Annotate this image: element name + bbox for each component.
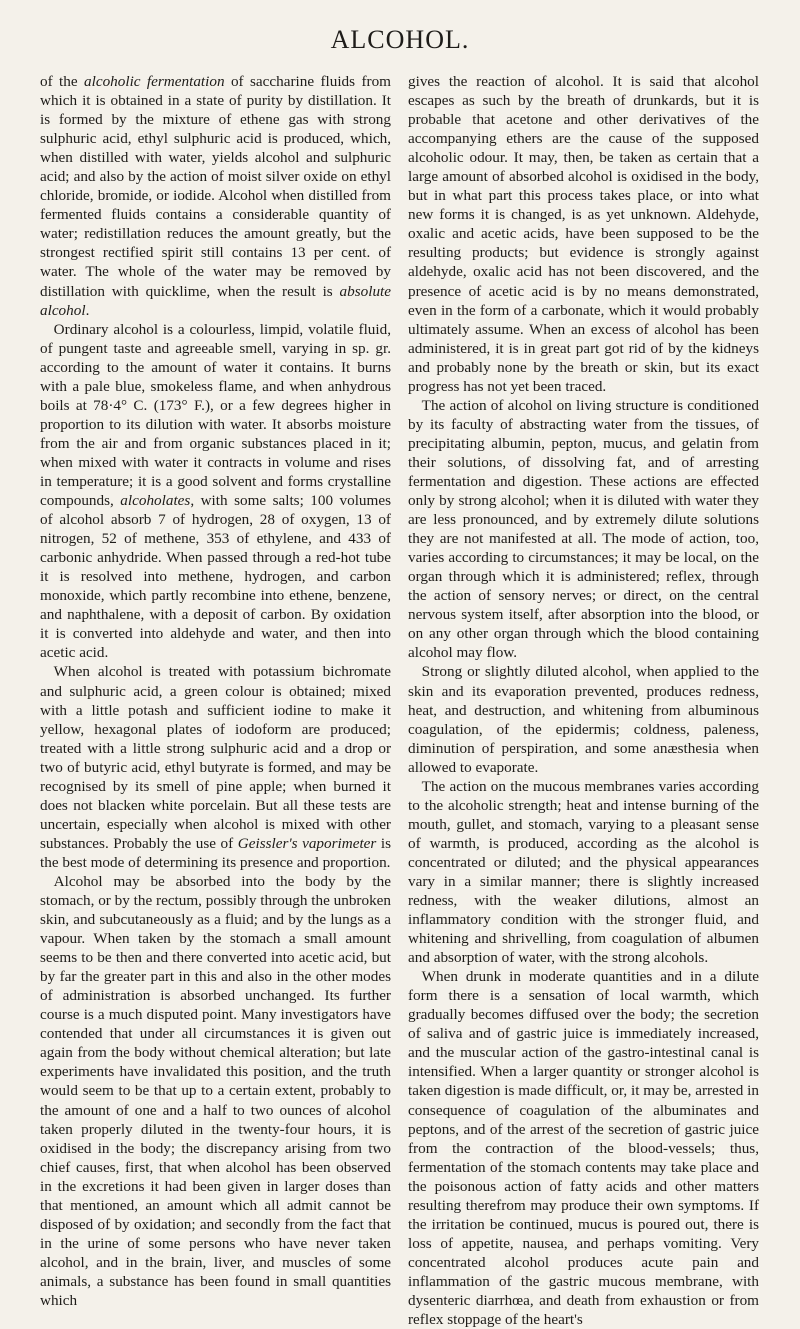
page-header: ALCOHOL.	[330, 25, 470, 54]
right-column	[408, 72, 759, 1329]
paragraph: When drunk in moderate quantities and in a dilute form there is a sensation of local warmth, which gradually becomes diffused over the body; the secretion of saliva and of gastric juice is immediately increased, and the muscular action of the gastro-intestinal canal is intensified. When a larger quantity or stronger alcohol is taken digestion is made difficult, or, it may be, arrested in consequence of coagulation of the albuminates and peptons, and of the arrest of the secretion of gastric juice from the contraction of the blood-vessels; thus, fermentation of the stomach contents may take place and the poisonous action of fatty acids and other matters resulting therefrom may produce their own symptoms. If the irritation be continued, mucus is poured out, there is loss of appetite, nausea, and perhaps vomiting. Very concentrated alcohol produces acute pain and inflammation of the gastric mucous membrane, with dysenteric diarrhœa, and death from exhaustion or from reflex stoppage of the heart's	[408, 968, 759, 1329]
paragraph: Strong or slightly diluted alcohol, when applied to the skin and its evaporation prevented, produces redness, heat, and destruction, and whitening from albuminous coagulation, of the epidermis; coldness, paleness, diminution of perspiration, and some anæsthesia when allowed to evaporate.	[408, 663, 759, 776]
paragraph: gives the reaction of alcohol. It is said that alcohol escapes as such by the breath of drunkards, but it is probable that acetone and other derivatives of the accompanying ethers are the cause of the supposed alcoholic odour. It may, then, be taken as certain that a large amount of absorbed alcohol is oxidised in the body, but in what part this process takes place, or into what new forms it is changed, is as yet unknown. Aldehyde, oxalic and acetic acids, have been supposed to be the resulting products; but evidence is strongly against aldehyde, oxalic acid has not been discovered, and the presence of acetic acid is by no means demonstrated, even in the form of a carbonate, which it would probably ultimately assume. When an excess of alcohol has been administered, it is in great part got rid of by the kidneys and probably none by the breath or skin, but its exact progress has not yet been traced.	[408, 73, 759, 395]
paragraph: The action on the mucous membranes varies according to the alcoholic strength; heat and intense burning of the mouth, gullet, and stomach, varying to a pleasant sense of warmth, is produced, according as the alcohol is concentrated or diluted; and the physical appearances vary in a similar manner; there is slightly increased redness, with the weaker dilutions, almost an inflammatory condition with the stronger fluid, and whitening and shrivelling, from coagulation of albumen and absorption of water, with the strong alcohols.	[408, 777, 759, 967]
paragraph: Ordinary alcohol is a colourless, limpid, volatile fluid, of pungent taste and agreeable smell, varying in sp. gr. according to the amount of water it contains. It burns with a pale blue, smokeless flame, and when anhydrous boils at 78·4° C. (173° F.), or a few degrees higher in proportion to its dilution with water. It absorbs moisture from the air and from organic substances placed in it; when mixed with water it contracts in volume and rises in temperature; it is a good solvent and forms crystalline compounds, alcoholates, with some salts; 100 volumes of alcohol absorb 7 of hydrogen, 28 of oxygen, 13 of nitrogen, 52 of methene, 353 of ethylene, and 433 of carbonic anhydride. When passed through a red-hot tube it is resolved into methene, hydrogen, and carbon monoxide, which partly recombine into ethene, benzene, and naphthalene, with a deposit of carbon. By oxidation it is converted into aldehyde and water, and then into acetic acid.	[40, 320, 391, 662]
left-column	[40, 72, 392, 1309]
paragraph: The action of alcohol on living structure is conditioned by its faculty of abstracting water from the tissues, of precipitating albumin, pepton, mucus, and gelatin from their solutions, of dissolving fat, and of arresting fermentation and digestion. These actions are effected only by strong alcohol; when it is diluted with water they are less pronounced, and by extremely dilute solutions they are not manifested at all. The mode of action, too, varies according to circumstances; it may be local, on the organ through which it is administered; reflex, through the action of sensory nerves; or direct, on the central nervous system itself, after absorption into the blood, or on any other organ through which the blood containing alcohol may flow.	[408, 396, 759, 662]
paragraph: of the alcoholic fermentation of saccharine fluids from which it is obtained in a state of purity by distillation. It is formed by the mixture of ethene gas with strong sulphuric acid, ethyl sulphuric acid is produced, which, when distilled with water, yields alcohol and sulphuric acid; and also by the action of moist silver oxide on ethyl chloride, bromide, or iodide. Alcohol when distilled from fermented fluids contains a considerable quantity of water; redistillation reduces the amount greatly, but the strongest rectified spirit still contains 13 per cent. of water. The whole of the water may be removed by distillation with quicklime, when the result is absolute alcohol.	[40, 73, 391, 319]
paragraph: Alcohol may be absorbed into the body by the stomach, or by the rectum, possibly through the unbroken skin, and subcutaneously as a fluid; and by the lungs as a vapour. When taken by the stomach a small amount seems to be then and there converted into acetic acid, but by far the greater part in this and also in the other modes of administration is absorbed unchanged. Its further course is a much disputed point. Many investigators have contended that under all circumstances it is given out again from the body without chemical alteration; but late experiments have invalidated this position, and the truth would seem to be that up to a certain extent, probably to the amount of one and a half to two ounces of alcohol taken properly diluted in the twenty-four hours, it is oxidised in the body; the discrepancy arising from two chief causes, first, that when alcohol has been observed in the excretions it had been given in larger doses than that mentioned, an amount which all admit cannot be disposed of by oxidation; and secondly from the fact that in the urine of some persons who have never taken alcohol, and in the brain, liver, and muscles of some animals, a substance has been found in small quantities which	[40, 872, 391, 1309]
paragraph: When alcohol is treated with potassium bichromate and sulphuric acid, a green colour is obtained; mixed with a little potash and sufficient iodine to make it yellow, hexagonal plates of iodoform are produced; treated with a little strong sulphuric acid and a drop or two of butyric acid, ethyl butyrate is formed, and may be recognised by its smell of pine apple; when burned it does not blacken white porcelain. But all these tests are uncertain, especially when alcohol is mixed with other substances. Probably the use of Geissler's vaporimeter is the best mode of determining its presence and proportion.	[40, 663, 392, 871]
